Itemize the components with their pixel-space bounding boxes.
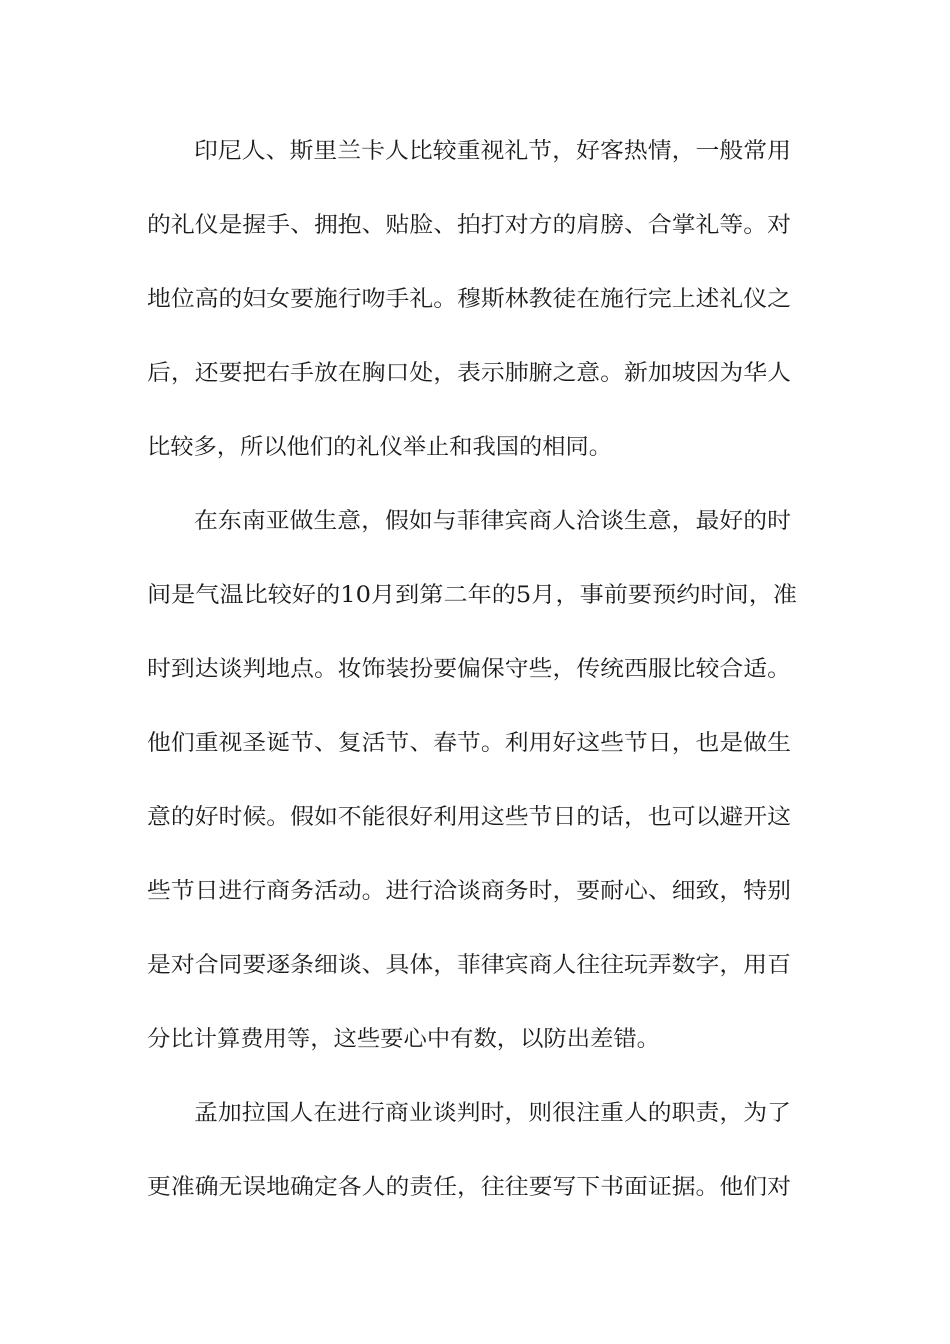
text-line — [0, 354, 950, 394]
line-text: 分比计算费用等，这些要心中有数，以防出差错。 — [147, 1027, 661, 1052]
line-text: 时到达谈判地点。妆饰装扮要偏保守些，传统西服比较合适。 — [147, 657, 791, 682]
line-text: 更准确无误地确定各人的责任，往往要写下书面证据。他们对 — [147, 1175, 791, 1200]
line-text: 地位高的妇女要施行吻手礼。穆斯林教徒在施行完上述礼仪之 — [147, 287, 791, 312]
line-text: 后，还要把右手放在胸口处，表示肺腑之意。新加坡因为华人 — [147, 361, 791, 386]
line-text: 的礼仪是握手、拥抱、贴脸、拍打对方的肩膀、合掌礼等。对 — [147, 213, 791, 238]
text-line — [0, 946, 950, 986]
line-text: 是对合同要逐条细谈、具体，菲律宾商人往往玩弄数字，用百 — [147, 953, 791, 978]
line-text: 在东南亚做生意，假如与菲律宾商人洽谈生意，最好的时 — [194, 509, 791, 534]
text-line — [0, 650, 950, 690]
text-line — [0, 1168, 950, 1208]
line-text: 间是气温比较好的10月到第二年的5月，事前要预约时间，准 — [147, 583, 798, 608]
text-line — [0, 1020, 950, 1060]
text-line — [0, 502, 950, 542]
line-text: 意的好时候。假如不能很好利用这些节日的话，也可以避开这 — [147, 805, 791, 830]
text-line — [0, 872, 950, 912]
line-text: 比较多，所以他们的礼仪举止和我国的相同。 — [147, 435, 613, 460]
text-line — [0, 206, 950, 246]
text-line — [0, 798, 950, 838]
line-text: 他们重视圣诞节、复活节、春节。利用好这些节日，也是做生 — [147, 731, 791, 756]
text-line — [0, 428, 950, 468]
line-text: 些节日进行商务活动。进行洽谈商务时，要耐心、细致，特别 — [147, 879, 791, 904]
text-line — [0, 280, 950, 320]
text-line — [0, 576, 950, 616]
text-line — [0, 132, 950, 172]
text-line — [0, 1094, 950, 1134]
line-text: 印尼人、斯里兰卡人比较重视礼节，好客热情，一般常用 — [194, 139, 791, 164]
text-line — [0, 724, 950, 764]
line-text: 孟加拉国人在进行商业谈判时，则很注重人的职责，为了 — [194, 1101, 791, 1126]
